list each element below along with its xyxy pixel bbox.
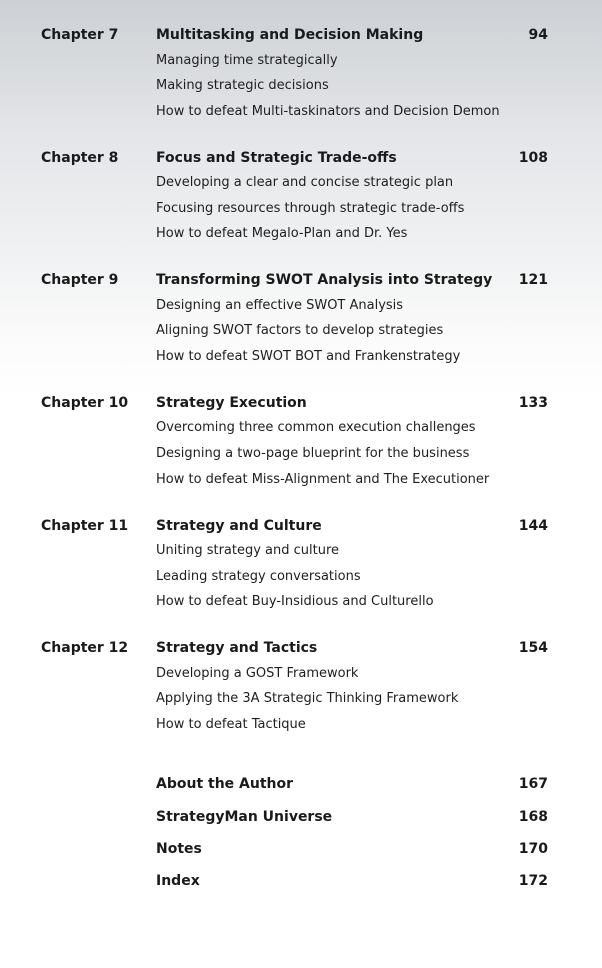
chapter-topic: Aligning SWOT factors to develop strategies bbox=[156, 323, 444, 338]
chapter-label: Chapter 9 bbox=[41, 272, 119, 288]
chapter-topic: Managing time strategically bbox=[156, 53, 338, 68]
chapter-title: Multitasking and Decision Making bbox=[156, 27, 424, 43]
chapter-topic: How to defeat Buy-Insidious and Culturello bbox=[156, 594, 434, 609]
chapter-title: Focus and Strategic Trade-offs bbox=[156, 150, 397, 166]
chapter-topic: How to defeat SWOT BOT and Frankenstrategy bbox=[156, 349, 461, 364]
chapter-page-number: 108 bbox=[518, 150, 548, 166]
chapter-topic: Overcoming three common execution challenges bbox=[156, 420, 476, 435]
chapter-topic: How to defeat Multi-taskinators and Decision Demon bbox=[156, 104, 500, 119]
chapter-label: Chapter 7 bbox=[41, 27, 119, 43]
back-matter-title: Index bbox=[156, 873, 200, 889]
chapter-page-number: 144 bbox=[518, 518, 548, 534]
chapter-topic: How to defeat Tactique bbox=[156, 717, 306, 732]
chapter-title: Strategy and Culture bbox=[156, 518, 322, 534]
chapter-topic: How to defeat Miss-Alignment and The Executioner bbox=[156, 472, 490, 487]
chapter-label: Chapter 11 bbox=[41, 518, 129, 534]
chapter-title: Strategy Execution bbox=[156, 395, 307, 411]
chapter-topic: Applying the 3A Strategic Thinking Framework bbox=[156, 691, 459, 706]
back-matter-page-number: 168 bbox=[518, 809, 548, 825]
chapter-topic: Designing a two-page blueprint for the business bbox=[156, 446, 470, 461]
chapter-page-number: 133 bbox=[518, 395, 548, 411]
chapter-label: Chapter 10 bbox=[41, 395, 129, 411]
chapter-topic: Leading strategy conversations bbox=[156, 569, 361, 584]
chapter-topic: Developing a GOST Framework bbox=[156, 666, 359, 681]
chapter-title: Transforming SWOT Analysis into Strategy bbox=[156, 272, 493, 288]
chapter-topic: Making strategic decisions bbox=[156, 78, 329, 93]
back-matter-title: About the Author bbox=[156, 776, 294, 792]
chapter-topic: Developing a clear and concise strategic plan bbox=[156, 175, 454, 190]
chapter-topic: Designing an effective SWOT Analysis bbox=[156, 298, 404, 313]
chapter-topic: Focusing resources through strategic trade-offs bbox=[156, 201, 465, 216]
chapter-page-number: 94 bbox=[528, 27, 548, 43]
chapter-page-number: 154 bbox=[518, 640, 548, 656]
back-matter-page-number: 170 bbox=[518, 841, 548, 857]
chapter-label: Chapter 12 bbox=[41, 640, 129, 656]
chapter-topic: Uniting strategy and culture bbox=[156, 543, 340, 558]
chapter-title: Strategy and Tactics bbox=[156, 640, 318, 656]
back-matter-page-number: 167 bbox=[518, 776, 548, 792]
back-matter-page-number: 172 bbox=[518, 873, 548, 889]
back-matter-title: Notes bbox=[156, 841, 202, 857]
chapter-topic: How to defeat Megalo-Plan and Dr. Yes bbox=[156, 226, 408, 241]
chapter-label: Chapter 8 bbox=[41, 150, 119, 166]
chapter-page-number: 121 bbox=[518, 272, 548, 288]
back-matter-title: StrategyMan Universe bbox=[156, 809, 333, 825]
